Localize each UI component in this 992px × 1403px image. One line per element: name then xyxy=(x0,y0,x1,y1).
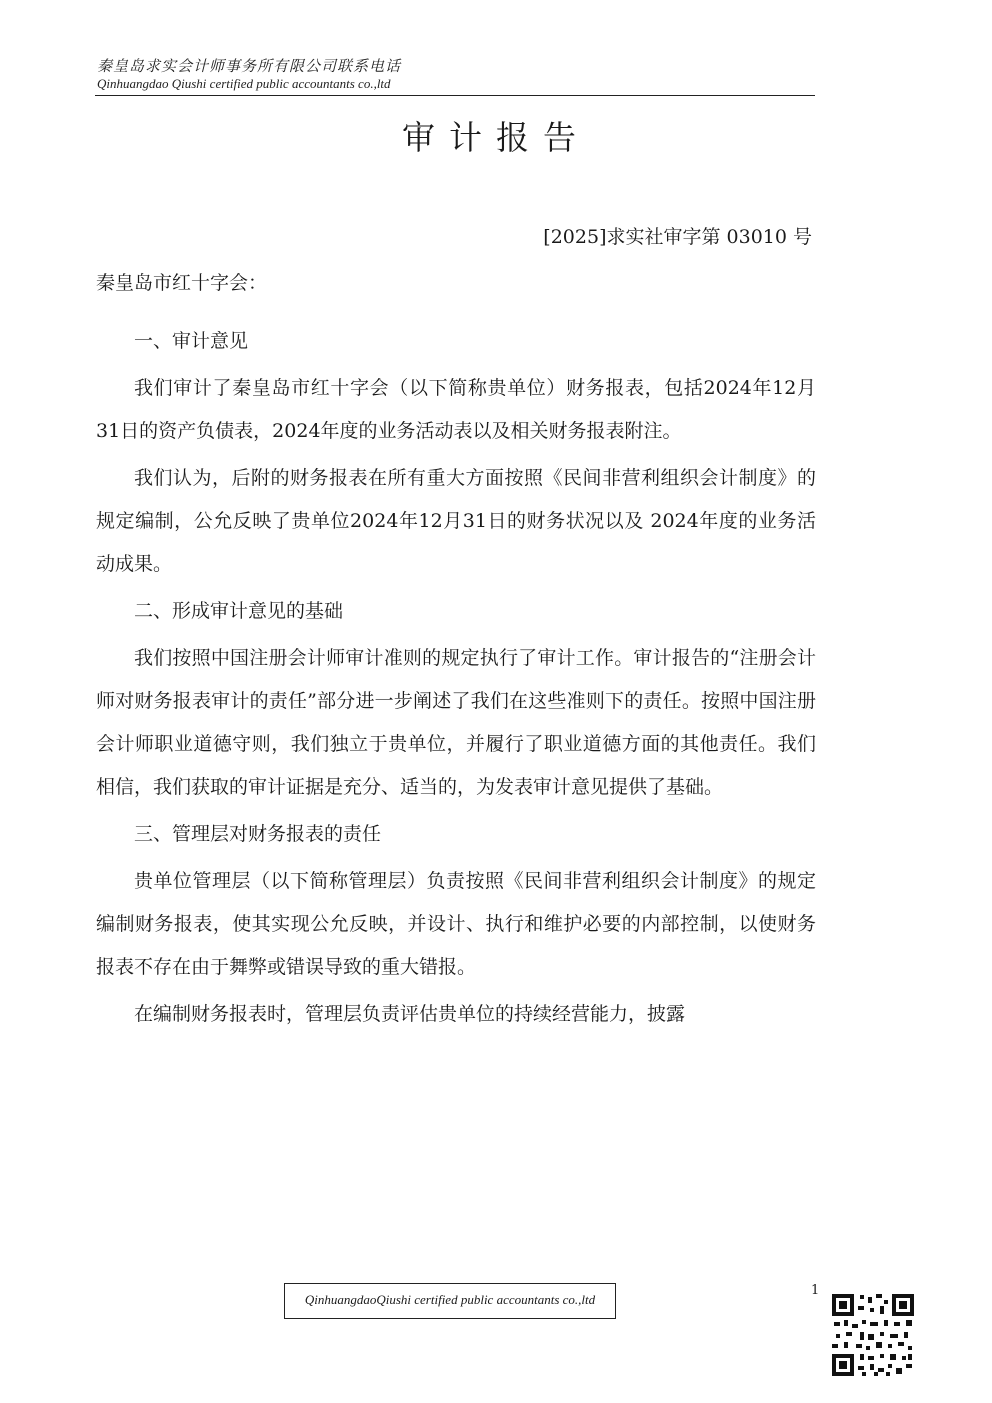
report-body xyxy=(96,320,816,1040)
paragraph: 我们审计了秦皇岛市红十字会（以下简称贵单位）财务报表，包括2024年12月31日的资产负债表，2024年度的业务活动表以及相关财务报表附注。 xyxy=(96,377,816,442)
section-heading: 三、管理层对财务报表的责任 xyxy=(134,823,382,845)
paragraph: 在编制财务报表时，管理层负责评估贵单位的持续经营能力，披露 xyxy=(134,1003,686,1025)
section-heading: 二、形成审计意见的基础 xyxy=(134,600,344,622)
footer-box xyxy=(284,1283,616,1319)
header-company-cn: 秦皇岛求实会计师事务所有限公司联系电话 xyxy=(97,57,402,75)
paragraph: 贵单位管理层（以下简称管理层）负责按照《民间非营利组织会计制度》的规定编制财务报表，使其实现公允反映，并设计、执行和维护必要的内部控制，以使财务报表不存在由于舞弊或错误导致的重大错报。 xyxy=(96,870,816,978)
page-title: 审计报告 xyxy=(402,118,590,157)
addressee: 秦皇岛市红十字会： xyxy=(96,272,268,294)
report-reference-number: [2025]求实社审字第 03010 号 xyxy=(543,226,812,248)
qr-code-icon xyxy=(830,1292,916,1378)
section-heading: 一、审计意见 xyxy=(134,330,249,352)
page-number: 1 xyxy=(811,1283,820,1298)
header-company-en: Qinhuangdao Qiushi certified public accountants co.,ltd xyxy=(97,76,391,91)
footer-text: QinhuangdaoQiushi certified public accountants co.,ltd xyxy=(304,1292,596,1307)
paragraph: 我们认为，后附的财务报表在所有重大方面按照《民间非营利组织会计制度》的规定编制，公允反映了贵单位2024年12月31日的财务状况以及 2024年度的业务活动成果。 xyxy=(96,467,816,575)
paragraph: 我们按照中国注册会计师审计准则的规定执行了审计工作。审计报告的“注册会计师对财务报表审计的责任”部分进一步阐述了我们在这些准则下的责任。按照中国注册会计师职业道德守则，我们独立于贵单位，并履行了职业道德方面的其他责任。我们相信，我们获取的审计证据是充分、适当的，为发表审计意见提供了基础。 xyxy=(96,647,816,798)
header-divider xyxy=(95,95,815,96)
